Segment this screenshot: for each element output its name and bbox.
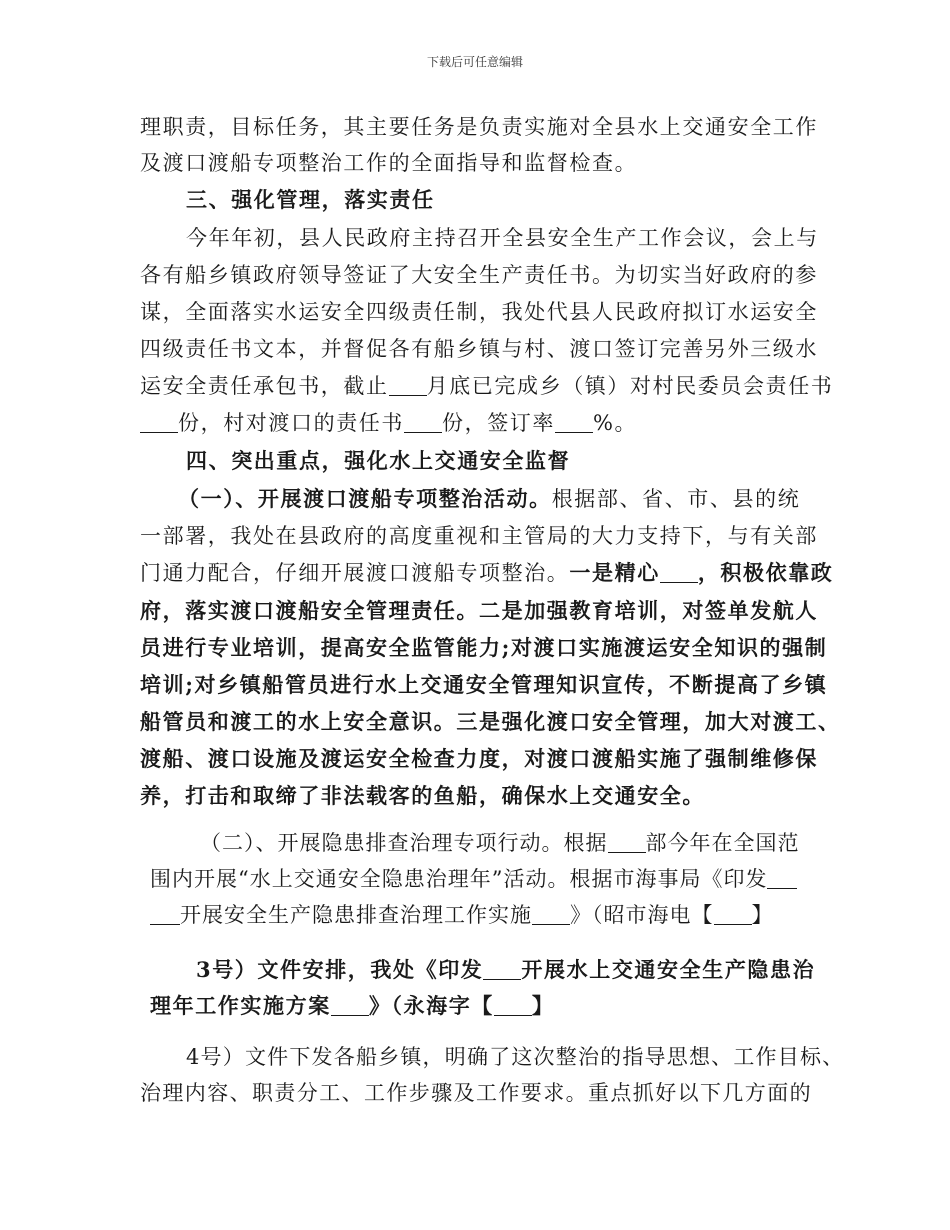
text-line: 谋，全面落实水运安全四级责任制，我处代县人民政府拟订水运安全 bbox=[140, 300, 818, 324]
text-line: 及渡口渡船专项整治工作的全面指导和监督检查。 bbox=[140, 151, 638, 175]
bold-text-line bbox=[196, 955, 815, 985]
text-segment: 】 bbox=[531, 993, 555, 1018]
text-segment: 围内开展“水上交通安全隐患治理年”活动。根据市海事局《印发 bbox=[150, 867, 768, 891]
blank-field bbox=[767, 868, 797, 889]
text-segment: 份，村对渡口的责任书 bbox=[178, 411, 404, 435]
blank-field bbox=[660, 562, 698, 583]
text-line bbox=[140, 371, 833, 401]
text-line bbox=[150, 900, 774, 930]
bold-text-line: 培训;对乡镇船管员进行水上交通安全管理知识宣传，不断提高了乡镇 bbox=[140, 672, 828, 697]
text-segment: 份，签订率 bbox=[442, 411, 555, 435]
text-segment: %。 bbox=[593, 411, 638, 435]
page-header: 下载后可任意编辑 bbox=[426, 55, 523, 69]
text-segment: （二）、开展隐患排查治理专项行动。根据 bbox=[200, 831, 608, 855]
text-segment: 开展安全生产隐患排查治理工作实施 bbox=[180, 903, 532, 927]
bold-segment: ，积极依靠政 bbox=[697, 560, 834, 585]
text-segment: 理年工作实施方案 bbox=[150, 993, 331, 1018]
text-line: 各有船乡镇政府领导签证了大安全生产责任书。为切实当好政府的参 bbox=[140, 263, 818, 287]
section-heading-4: 四、突出重点，强化水上交通安全监督 bbox=[186, 448, 571, 473]
text-line bbox=[150, 864, 797, 894]
blank-field bbox=[555, 412, 593, 433]
text-line: 一部署，我处在县政府的高度重视和主管局的大力支持下，与有关部 bbox=[140, 524, 818, 548]
bold-text-line bbox=[150, 991, 555, 1021]
text-line bbox=[140, 408, 637, 438]
blank-field bbox=[532, 904, 570, 925]
text-line: 今年年初，县人民政府主持召开全县安全生产工作会议，会上与 bbox=[186, 226, 819, 250]
text-segment: 】 bbox=[751, 903, 774, 927]
blank-field bbox=[483, 959, 521, 980]
bold-text-line: 养，打击和取缔了非法载客的鱼船，确保水上交通安全。 bbox=[140, 783, 705, 808]
blank-field bbox=[494, 995, 532, 1016]
blank-field bbox=[140, 412, 178, 433]
bold-text-line: 府，落实渡口渡船安全管理责任。二是加强教育培训，对签单发航人 bbox=[140, 598, 818, 623]
blank-field bbox=[331, 995, 369, 1016]
subsection-heading: （一）、开展渡口渡船专项整治活动。 bbox=[178, 486, 552, 511]
blank-field bbox=[608, 832, 646, 853]
text-segment: 》（昭市海电【 bbox=[570, 903, 714, 927]
bold-text-line: 员进行专业培训，提高安全监管能力;对渡口实施渡运安全知识的强制 bbox=[140, 635, 828, 660]
blank-field bbox=[150, 904, 180, 925]
blank-field bbox=[404, 412, 442, 433]
text-segment: 运安全责任承包书，截止 bbox=[140, 374, 389, 398]
blank-field bbox=[714, 904, 752, 925]
text-segment: 月底已完成乡（镇）对村民委员会责任书 bbox=[426, 374, 834, 398]
text-line bbox=[140, 558, 833, 588]
section-heading-3: 三、强化管理，落实责任 bbox=[186, 187, 435, 212]
text-line: 理职责，目标任务，其主要任务是负责实施对全县水上交通安全工作 bbox=[140, 115, 818, 139]
text-segment: 部今年在全国范 bbox=[645, 831, 800, 855]
text-line: 4号）文件下发各船乡镇，明确了这次整治的指导思想、工作目标、 bbox=[186, 1045, 845, 1069]
text-segment: 根据部、省、市、县的统 bbox=[551, 487, 801, 511]
text-line: 治理内容、职责分工、工作步骤及工作要求。重点抓好以下几方面的 bbox=[140, 1081, 812, 1105]
bold-text-line: 渡船、渡口设施及渡运安全检查力度，对渡口渡船实施了强制维修保 bbox=[140, 746, 818, 771]
bold-text-line: 船管员和渡工的水上安全意识。三是强化渡口安全管理，加大对渡工、 bbox=[140, 709, 841, 734]
text-line bbox=[200, 828, 800, 858]
text-line: 四级责任书文本，并督促各有船乡镇与村、渡口签订完善另外三级水 bbox=[140, 337, 818, 361]
text-segment: 》（永海字【 bbox=[368, 993, 494, 1018]
text-segment: 门通力配合，仔细开展渡口渡船专项整治。 bbox=[140, 561, 570, 585]
text-segment: 开展水上交通安全生产隐患治 bbox=[521, 957, 816, 982]
bold-segment: 一是精心 bbox=[569, 560, 660, 585]
text-segment: 3号）文件安排，我处《印发 bbox=[196, 957, 484, 982]
blank-field bbox=[389, 375, 427, 396]
text-line bbox=[178, 484, 800, 514]
